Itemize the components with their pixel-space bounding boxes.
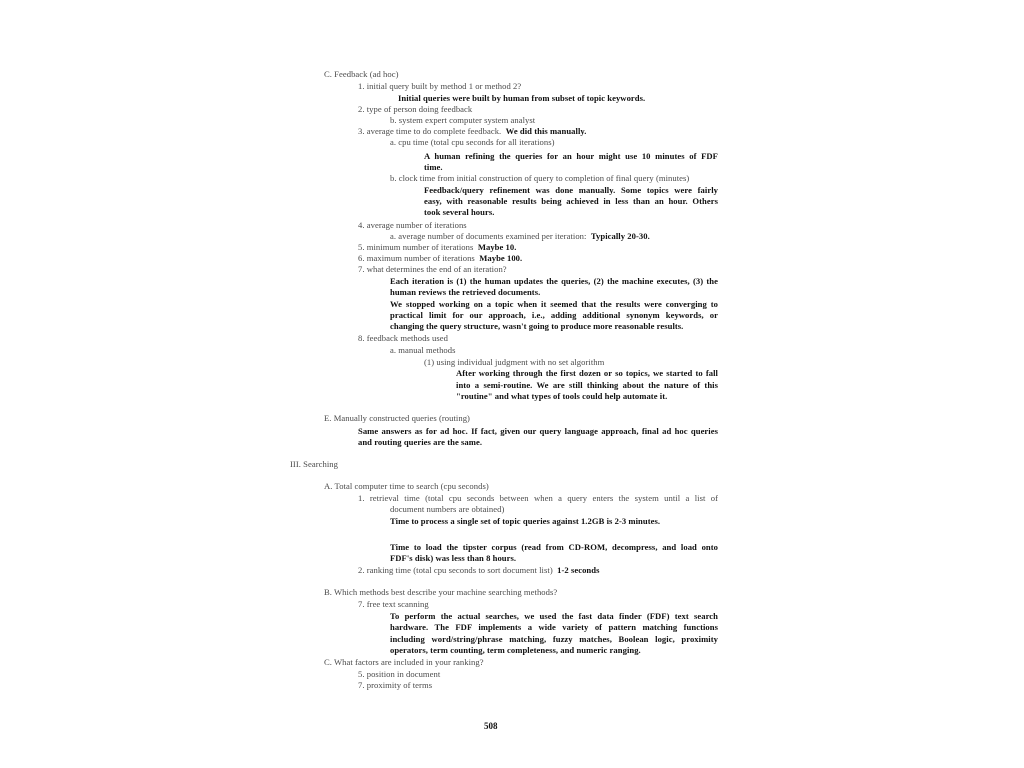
answer-text: Each iteration is (1) the human updates the queries, (2) the machine executes, (3) the [390, 276, 718, 286]
answer-text: FDF's disk) was less than 8 hours. [390, 553, 517, 563]
answer-text: We stopped working on a topic when it seemed that the results were converging to [390, 299, 718, 309]
list-item: 8. feedback methods used [358, 333, 448, 343]
answer-text: "routine" and what types of tools could help automate it. [456, 391, 668, 401]
answer-text: Time to load the tipster corpus (read from CD-ROM, decompress, and load onto [390, 542, 718, 552]
answer-text: hardware. The FDF implements a wide variety of pattern matching functions [390, 622, 718, 632]
list-item: b. clock time from initial construction of query to completion of final query (minutes) [390, 173, 690, 183]
list-item: 1. retrieval time (total cpu seconds between when a query enters the system until a list of [358, 493, 718, 503]
list-item: 6. maximum number of iterations Maybe 100. [358, 253, 523, 263]
list-item: 5. minimum number of iterations Maybe 10. [358, 242, 517, 252]
answer-text: practical limit for our approach, i.e., adding additional synonym keywords, or [390, 310, 718, 320]
answer-text: Same answers as for ad hoc. If fact, given our query language approach, final ad hoc queries [358, 426, 718, 436]
list-item: a. average number of documents examined per iteration: Typically 20-30. [390, 231, 650, 241]
list-item: 7. free text scanning [358, 599, 429, 609]
answer-text: time. [424, 162, 443, 172]
answer-text: Feedback/query refinement was done manually. Some topics were fairly [424, 185, 718, 195]
answer-text: into a semi-routine. We are still thinking about the nature of this [456, 380, 718, 390]
answer-text: including word/string/phrase matching, fuzzy matches, Boolean logic, proximity [390, 634, 718, 644]
section-heading-feedback: C. Feedback (ad hoc) [324, 69, 399, 79]
section-heading-searching: III. Searching [290, 459, 338, 469]
answer-text: operators, term counting, term completeness, and numeric ranging. [390, 645, 641, 655]
list-item: 5. position in document [358, 669, 441, 679]
answer-text: took several hours. [424, 207, 495, 217]
answer-text: To perform the actual searches, we used the fast data finder (FDF) text search [390, 611, 718, 621]
answer-text: Time to process a single set of topic queries against 1.2GB is 2-3 minutes. [390, 516, 661, 526]
subsection-heading: B. Which methods best describe your machine searching methods? [324, 587, 558, 597]
section-heading-routing: E. Manually constructed queries (routing) [324, 413, 470, 423]
subsection-heading: C. What factors are included in your ranking? [324, 657, 484, 667]
list-item: b. system expert computer system analyst [390, 115, 536, 125]
list-item: 1. initial query built by method 1 or method 2? [358, 81, 522, 91]
list-item: 3. average time to do complete feedback. We did this manually. [358, 126, 587, 136]
list-item: a. cpu time (total cpu seconds for all iterations) [390, 137, 555, 147]
list-item: 2. type of person doing feedback [358, 104, 473, 114]
list-item: 7. proximity of terms [358, 680, 433, 690]
answer-text: A human refining the queries for an hour might use 10 minutes of FDF [424, 151, 718, 161]
list-item: a. manual methods [390, 345, 456, 355]
answer-text: changing the query structure, wasn't going to produce more reasonable results. [390, 321, 684, 331]
answer-text: Initial queries were built by human from subset of topic keywords. [398, 93, 646, 103]
subsection-heading: A. Total computer time to search (cpu seconds) [324, 481, 489, 491]
answer-text: After working through the first dozen or so topics, we started to fall [456, 368, 718, 378]
answer-text: and routing queries are the same. [358, 437, 483, 447]
list-item: 2. ranking time (total cpu seconds to sort document list) 1-2 seconds [358, 565, 600, 575]
list-item: 4. average number of iterations [358, 220, 467, 230]
list-item: document numbers are obtained) [390, 504, 505, 514]
page-number: 508 [484, 721, 498, 731]
answer-text: easy, with reasonable results being achieved in less than an hour. Others [424, 196, 718, 206]
answer-text: human reviews the retrieved documents. [390, 287, 541, 297]
list-item: (1) using individual judgment with no set algorithm [424, 357, 605, 367]
list-item: 7. what determines the end of an iteration? [358, 264, 507, 274]
